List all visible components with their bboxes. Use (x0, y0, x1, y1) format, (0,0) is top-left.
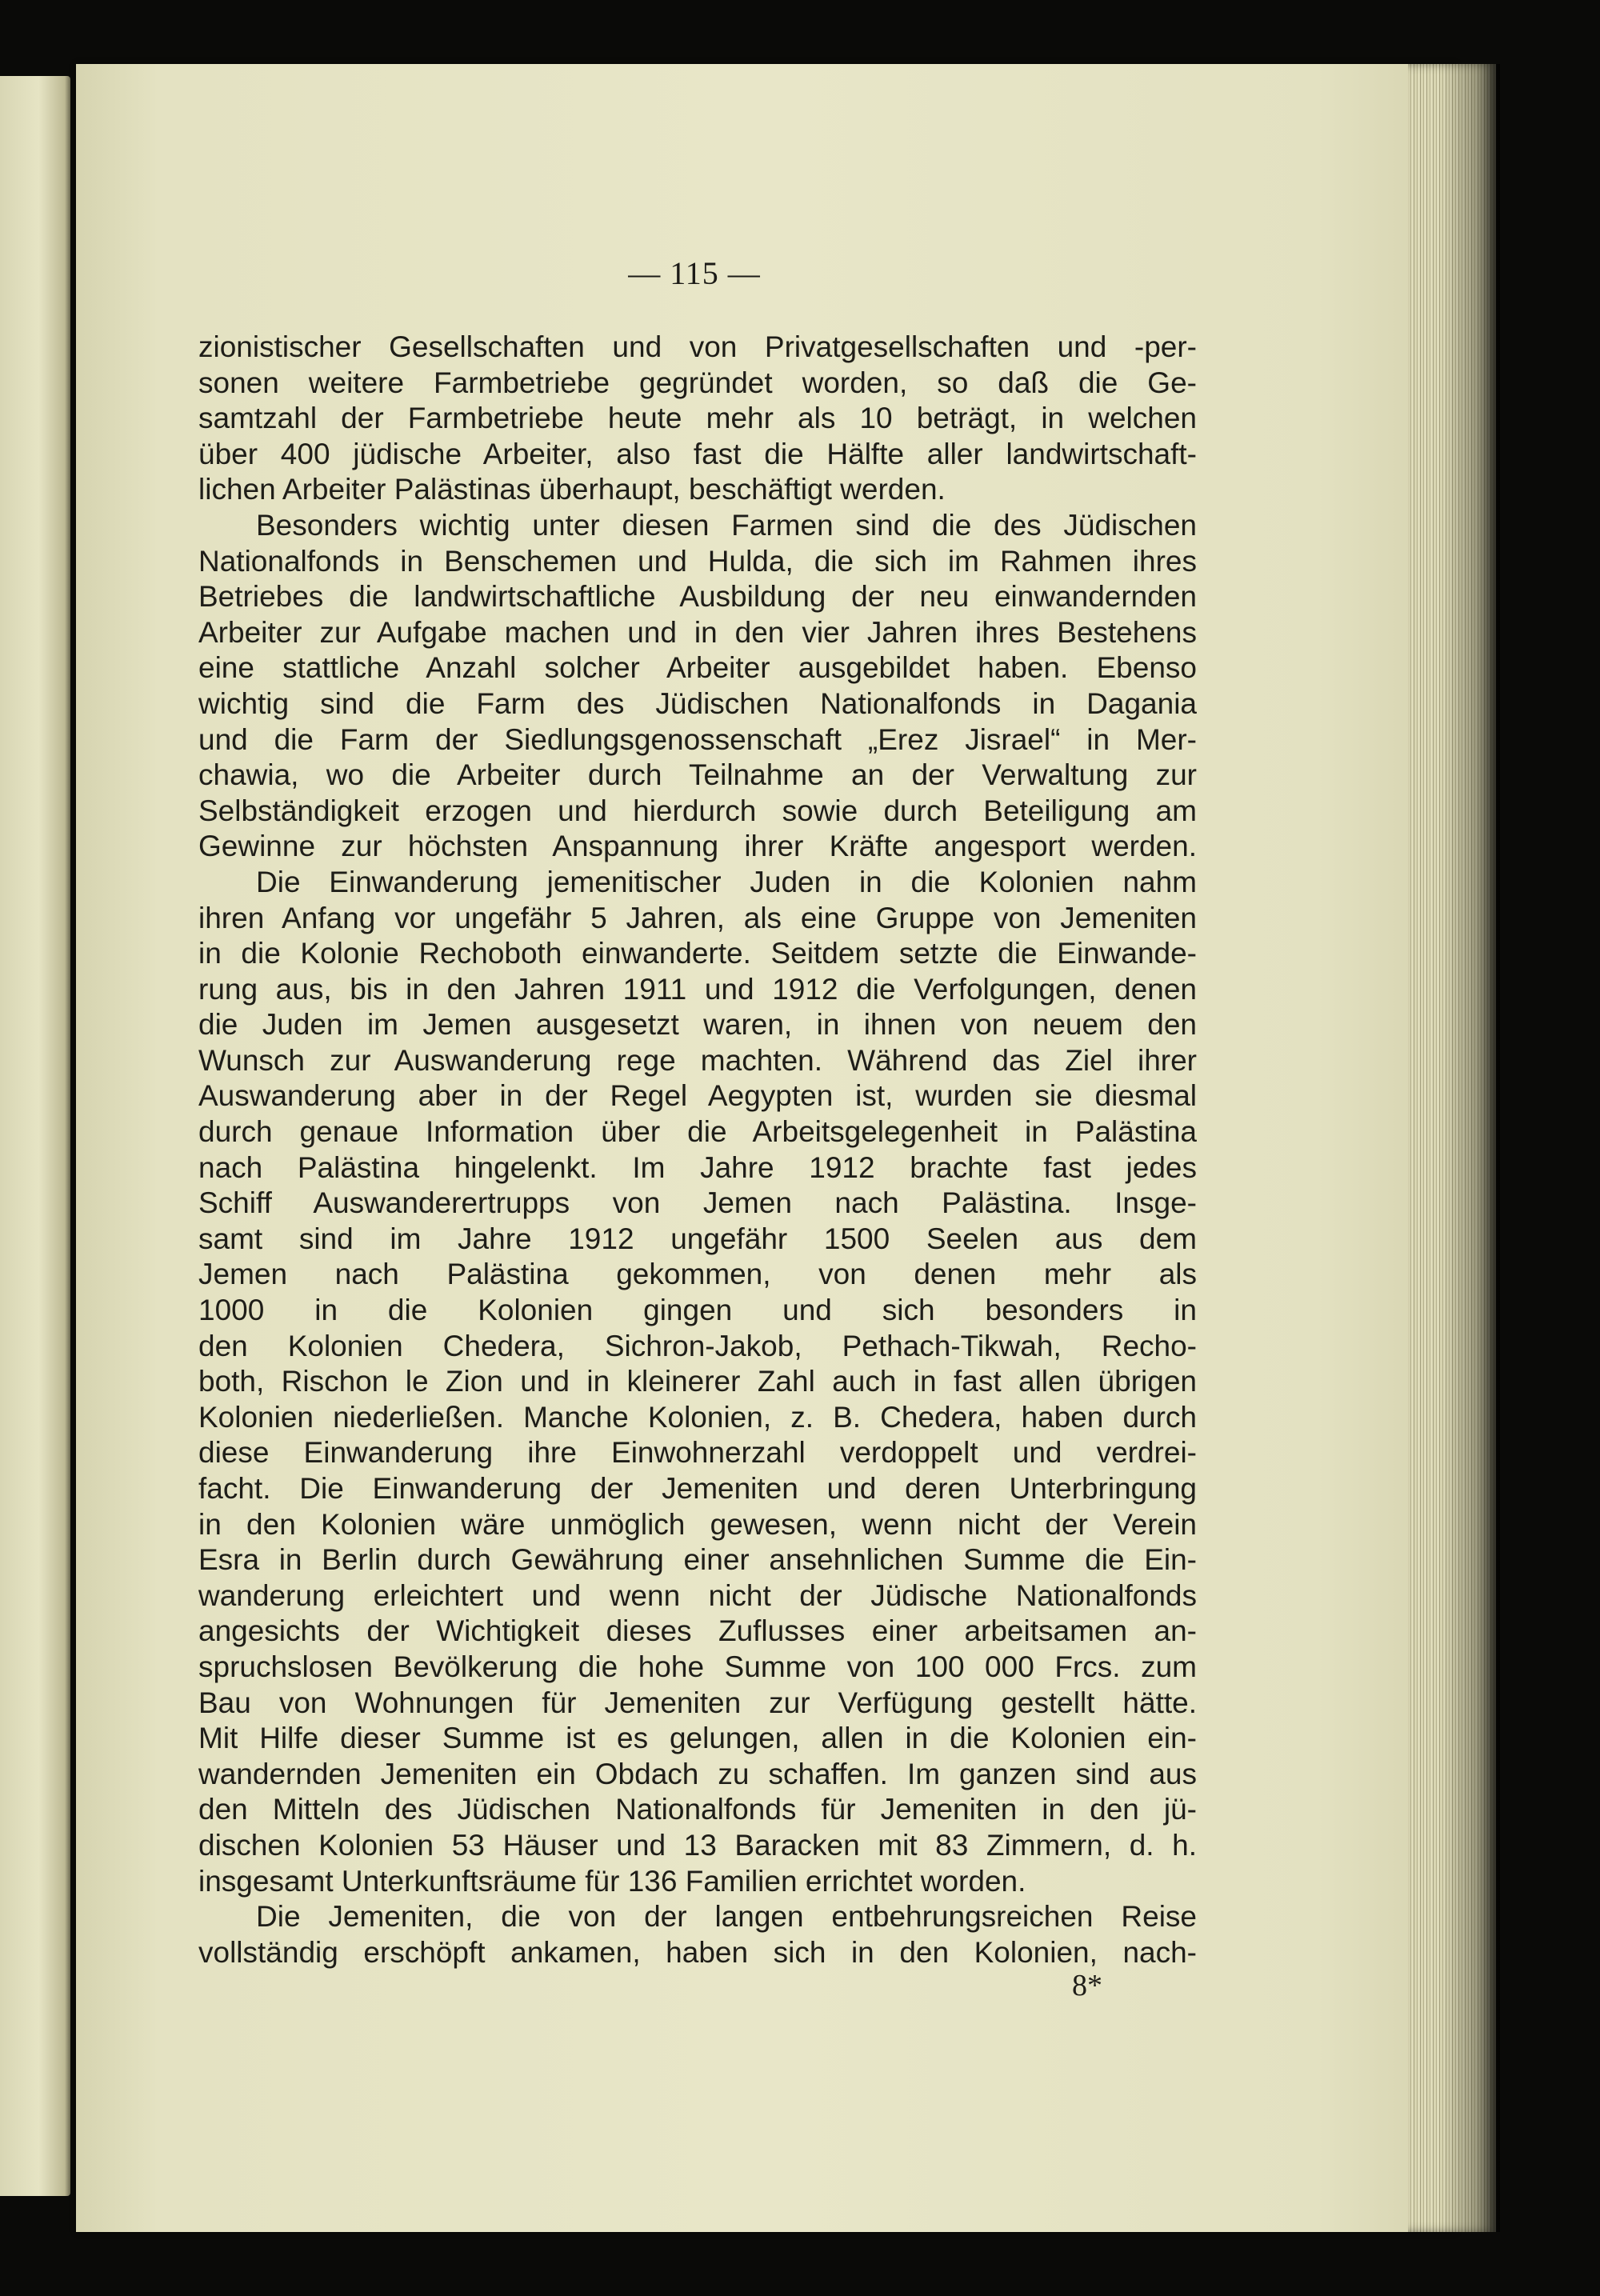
text-line: Mit Hilfe dieser Summe ist es gelungen, allen in die Kolonien ein- (198, 1722, 1197, 1755)
text-line: diese Einwanderung ihre Einwohnerzahl verdoppelt und verdrei- (198, 1436, 1197, 1470)
text-line: facht. Die Einwanderung der Jemeniten und deren Unterbringung (198, 1472, 1197, 1505)
text-line: in die Kolonie Rechoboth einwanderte. Seitdem setzte die Einwande- (198, 937, 1197, 970)
signature-mark: 8* (1072, 1969, 1102, 2002)
text-line: wanderung erleichtert und wenn nicht der Jüdische Nationalfonds (198, 1578, 1197, 1612)
text-line: in den Kolonien wäre unmöglich gewesen, wenn nicht der Verein (198, 1507, 1197, 1541)
text-line: die Juden im Jemen ausgesetzt waren, in ihnen von neuem den (198, 1008, 1197, 1042)
text-line: eine stattliche Anzahl solcher Arbeiter ausgebildet haben. Ebenso (198, 651, 1197, 685)
text-line: nach Palästina hingelenkt. Im Jahre 1912 brachte fast jedes (198, 1150, 1197, 1184)
text-line: angesichts der Wichtigkeit dieses Zuflusses einer arbeitsamen an- (198, 1614, 1197, 1648)
page-number (0, 254, 1600, 292)
text-line: Bau von Wohnungen für Jemeniten zur Verfügung gestellt hätte. (198, 1686, 1197, 1719)
text-line: und die Farm der Siedlungsgenossenschaft „Erez Jisrael“ in Mer- (198, 722, 1197, 756)
text-line: sonen weitere Farmbetriebe gegründet worden, so daß die Ge- (198, 366, 1197, 399)
text-line: Selbständigkeit erzogen und hierdurch sowie durch Beteiligung am (198, 794, 1197, 827)
page-block-shadow (1440, 64, 1500, 2232)
text-line: durch genaue Information über die Arbeitsgelegenheit in Palästina (198, 1115, 1197, 1149)
text-line: Kolonien niederließen. Manche Kolonien, z. B. Chedera, haben durch (198, 1400, 1197, 1434)
text-line: Betriebes die landwirtschaftliche Ausbildung der neu einwandernden (198, 580, 1197, 614)
text-line: lichen Arbeiter Palästinas überhaupt, beschäftigt werden. (198, 473, 946, 506)
text-line: Esra in Berlin durch Gewährung einer ansehnlichen Summe die Ein- (198, 1543, 1197, 1577)
body-text (198, 330, 1197, 1970)
text-line: über 400 jüdische Arbeiter, also fast die Hälfte aller landwirtschaft- (198, 437, 1197, 470)
text-line: Auswanderung aber in der Regel Aegypten ist, wurden sie diesmal (198, 1079, 1197, 1113)
text-line: zionistischer Gesellschaften und von Privatgesellschaften und -per- (198, 330, 1197, 363)
text-line: den Kolonien Chedera, Sichron-Jakob, Pethach-Tikwah, Recho- (198, 1329, 1197, 1362)
text-line: Jemen nach Palästina gekommen, von denen mehr als (198, 1258, 1197, 1291)
text-line: Gewinne zur höchsten Anspannung ihrer Kräfte angesport werden. (198, 830, 1197, 863)
text-line: dischen Kolonien 53 Häuser und 13 Baracken mit 83 Zimmern, d. h. (198, 1828, 1197, 1862)
text-line: Besonders wichtig unter diesen Farmen sind die des Jüdischen (256, 508, 1197, 542)
text-line: rung aus, bis in den Jahren 1911 und 1912 die Verfolgungen, denen (198, 972, 1197, 1006)
text-line: wichtig sind die Farm des Jüdischen Nationalfonds in Dagania (198, 686, 1197, 720)
text-line: Die Jemeniten, die von der langen entbehrungsreichen Reise (256, 1900, 1197, 1934)
text-line: both, Rischon le Zion und in kleinerer Zahl auch in fast allen übrigen (198, 1365, 1197, 1398)
text-line: Die Einwanderung jemenitischer Juden in die Kolonien nahm (256, 865, 1197, 898)
text-line: insgesamt Unterkunftsräume für 136 Familien errichtet worden. (198, 1864, 1026, 1898)
text-line: Nationalfonds in Benschemen und Hulda, die sich im Rahmen ihres (198, 544, 1197, 578)
text-line: vollständig erschöpft ankamen, haben sich in den Kolonien, nach- (198, 1935, 1197, 1969)
text-line: samt sind im Jahre 1912 ungefähr 1500 Seelen aus dem (198, 1222, 1197, 1255)
text-line: 1000 in die Kolonien gingen und sich besonders in (198, 1294, 1197, 1327)
text-line: ihren Anfang vor ungefähr 5 Jahren, als eine Gruppe von Jemeniten (198, 901, 1197, 934)
text-line: spruchslosen Bevölkerung die hohe Summe von 100 000 Frcs. zum (198, 1650, 1197, 1683)
text-line: Arbeiter zur Aufgabe machen und in den vier Jahren ihres Bestehens (198, 615, 1197, 649)
text-line: Schiff Auswanderertrupps von Jemen nach Palästina. Insge- (198, 1186, 1197, 1220)
page-number-text: — 115 — (628, 255, 761, 291)
text-line: chawia, wo die Arbeiter durch Teilnahme an der Verwaltung zur (198, 758, 1197, 792)
text-line: den Mitteln des Jüdischen Nationalfonds für Jemeniten in den jü- (198, 1793, 1197, 1826)
text-line: wandernden Jemeniten ein Obdach zu schaffen. Im ganzen sind aus (198, 1757, 1197, 1790)
facing-page-edge (0, 76, 70, 2196)
text-line: Wunsch zur Auswanderung rege machten. Während das Ziel ihrer (198, 1043, 1197, 1077)
text-line: samtzahl der Farmbetriebe heute mehr als 10 beträgt, in welchen (198, 402, 1197, 435)
